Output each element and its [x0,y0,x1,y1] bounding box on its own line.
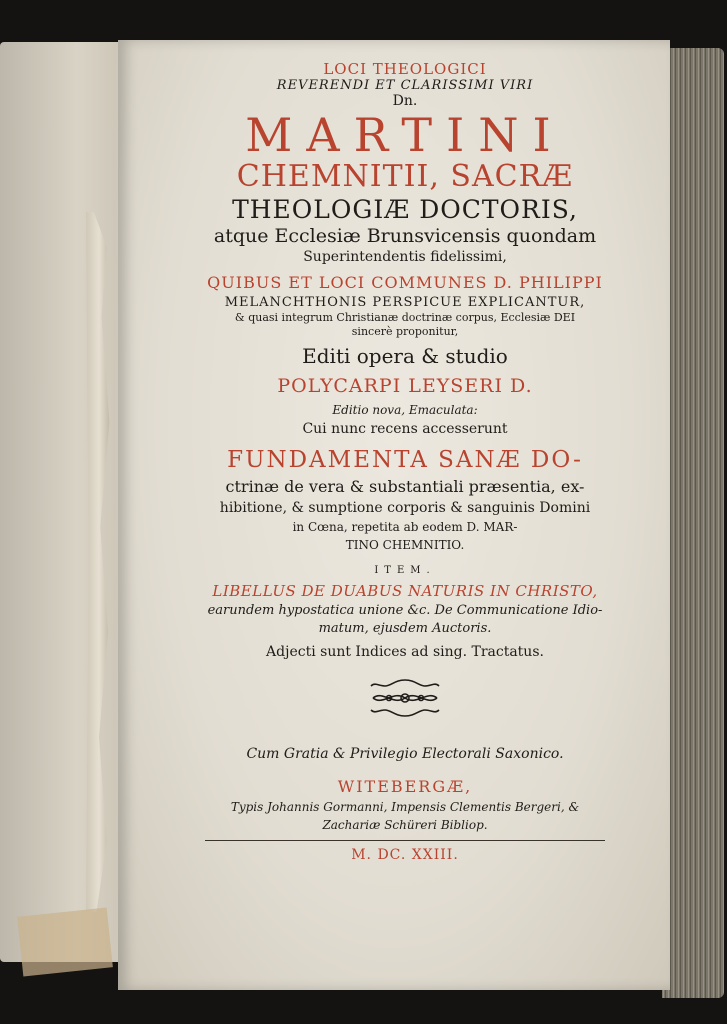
line-dn: Dn. [392,93,418,109]
torn-edge [86,212,112,912]
line-tino: TINO CHEMNITIO. [345,538,465,552]
line-hibitione: hibitione, & sumptione corporis & sanguinis Domini [219,500,591,516]
line-quibus: QUIBUS ET LOCI COMMUNES D. PHILIPPI [207,273,603,292]
line-polycarpi: POLYCARPI LEYSERI D. [277,375,533,397]
line-fundamenta: FUNDAMENTA SANÆ DO- [227,447,583,473]
line-superintendentis: Superintendentis fidelissimi, [303,249,507,265]
page-edges [662,48,724,998]
line-editio: Editio nova, Emaculata: [332,403,478,417]
printer-ornament-icon [365,676,445,720]
line-date: M. DC. XXIII. [351,847,459,863]
line-witebergae: WITEBERGÆ, [337,777,473,796]
divider-rule [205,840,605,841]
line-adjecti: Adjecti sunt Indices ad sing. Tractatus. [266,644,544,660]
line-zachariae: Zachariæ Schüreri Bibliop. [322,818,488,832]
line-in-coena: in Cœna, repetita ab eodem D. MAR- [292,520,518,534]
paper-stain [17,907,113,976]
line-melanchthonis: MELANCHTHONIS PERSPICUE EXPLICANTUR, [224,295,586,310]
line-libellus: LIBELLUS DE DUABUS NATURIS IN CHRISTO, [212,582,598,600]
line-theologiae: THEOLOGIÆ DOCTORIS, [232,195,578,224]
line-sincere: sincerè proponitur, [351,325,459,338]
line-chemnitii: CHEMNITII, SACRÆ [236,159,574,194]
line-cum-gratia: Cum Gratia & Privilegio Electorali Saxonico. [246,746,564,762]
line-loci-theologici: LOCI THEOLOGICI [323,60,487,78]
line-martini: MARTINI [245,108,565,162]
line-matum: matum, ejusdem Auctoris. [318,621,492,636]
line-cui-nunc: Cui nunc recens accesserunt [302,421,508,437]
line-editi: Editi opera & studio [302,344,508,368]
line-ctrinae: ctrinæ de vera & substantiali præsentia, ex- [225,477,585,496]
line-integrum: & quasi integrum Christianæ doctrinæ corpus, Ecclesiæ DEI [234,311,576,324]
line-earundem: earundem hypostatica unione &c. De Communicatione Idio- [207,603,603,618]
line-reverendi: REVERENDI ET CLARISSIMI VIRI [276,78,534,93]
line-item: ITEM. [374,565,436,576]
line-typis: Typis Johannis Gormanni, Impensis Clementis Bergeri, & [230,800,580,814]
title-page-text [160,58,650,865]
line-ecclesiae: atque Ecclesiæ Brunsvicensis quondam [213,225,597,247]
